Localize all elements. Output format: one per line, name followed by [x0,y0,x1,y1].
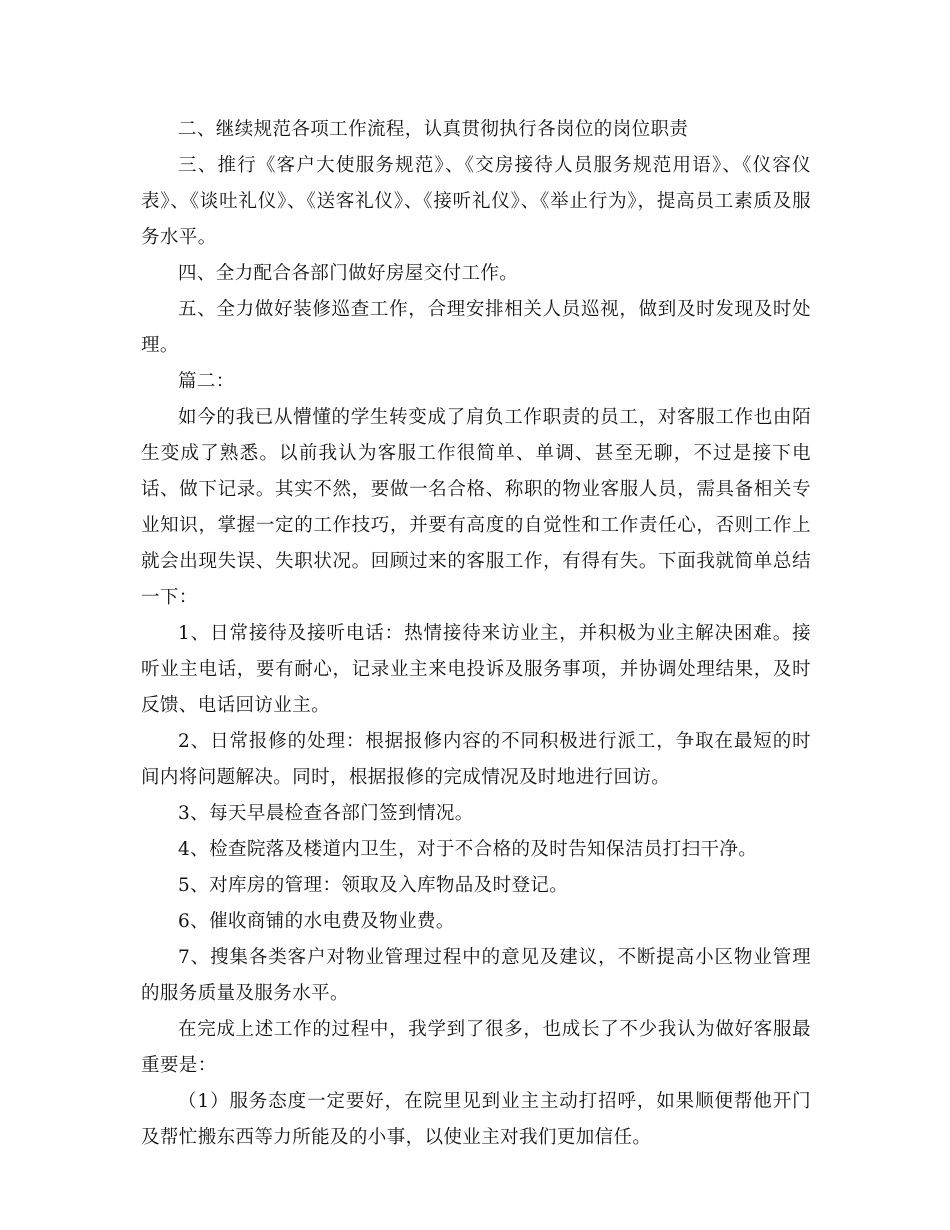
paragraph: 二、继续规范各项工作流程，认真贯彻执行各岗位的岗位职责 [178,119,689,140]
paragraph: 五、全力做好装修巡查工作，合理安排相关人员巡视，做到及时发现及时处理。 [141,299,811,356]
list-item: （1）服务态度一定要好，在院里见到业主主动打招呼，如果顺便帮他开门及帮忙搬东西等力所能及的小事，以使业主对我们更加信任。 [141,1091,811,1148]
list-item: 6、催收商铺的水电费及物业费。 [178,911,455,932]
paragraph: 四、全力配合各部门做好房屋交付工作。 [178,263,519,284]
paragraph: 如今的我已从懵懂的学生转变成了肩负工作职责的员工，对客服工作也由陌生变成了熟悉。以前我认为客服工作很简单、单调、甚至无聊，不过是接下电话、做下记录。其实不然，要做一名合格、称职的物业客服人员，需具备相关专业知识，掌握一定的工作技巧，并要有高度的自觉性和工作责任心，否则工作上就会出现失误、失职状况。回顾过来的客服工作，有得有失。下面我就简单总结一下： [141,407,811,608]
list-item: 3、每天早晨检查各部门签到情况。 [178,803,474,824]
list-item: 7、搜集各类客户对物业管理过程中的意见及建议，不断提高小区物业管理的服务质量及服务水平。 [141,947,811,1004]
list-item: 2、日常报修的处理：根据报修内容的不同积极进行派工，争取在最短的时间内将问题解决。同时，根据报修的完成情况及时地进行回访。 [141,731,811,788]
paragraph: 在完成上述工作的过程中，我学到了很多，也成长了不少我认为做好客服最重要是： [141,1019,811,1076]
document-body [141,112,811,1156]
list-item: 5、对库房的管理：领取及入库物品及时登记。 [178,875,569,896]
section-heading: 篇二： [178,371,235,392]
list-item: 4、检查院落及楼道内卫生，对于不合格的及时告知保洁员打扫干净。 [178,839,758,860]
paragraph: 三、推行《客户大使服务规范》、《交房接待人员服务规范用语》、《仪容仪表》、《谈吐礼仪》、《送客礼仪》、《接听礼仪》、《举止行为》，提高员工素质及服务水平。 [141,155,811,248]
list-item: 1、日常接待及接听电话：热情接待来访业主，并积极为业主解决困难。接听业主电话，要有耐心，记录业主来电投诉及服务事项，并协调处理结果，及时反馈、电话回访业主。 [141,623,811,716]
